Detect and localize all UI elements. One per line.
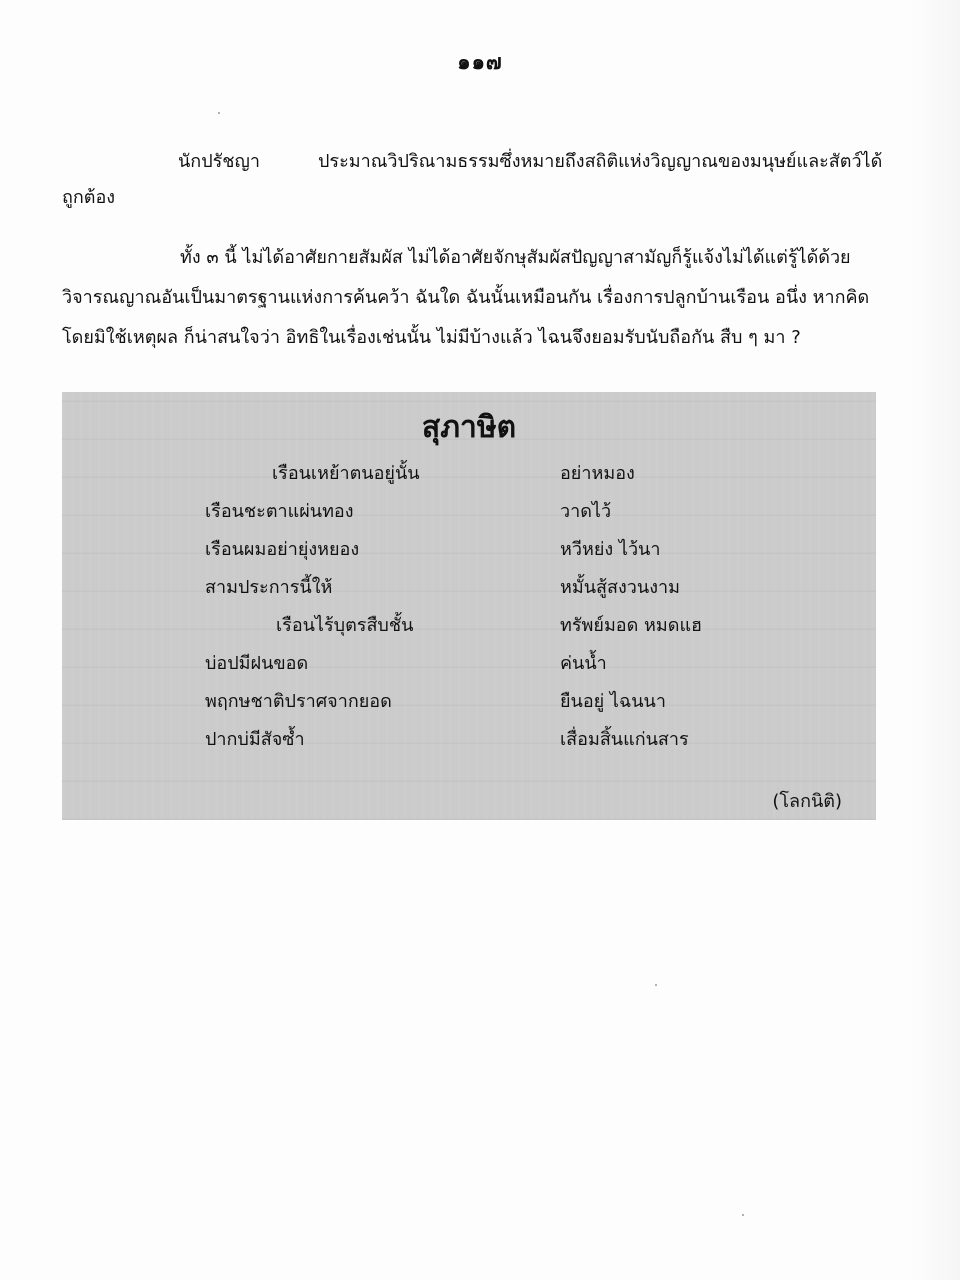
poem-title: สุภาษิต — [421, 410, 517, 445]
definition-term: นักปรัชญา — [178, 151, 260, 172]
paragraph-line: วิจารณญาณอันเป็นมาตรฐานแห่งการค้นคว้า ฉันใด ฉันนั้นเหมือนกัน เรื่องการปลูกบ้านเรือน อนึ่ง หากคิด — [62, 287, 870, 308]
definition-continuation: ถูกต้อง — [62, 187, 116, 208]
scan-speck — [742, 1214, 744, 1216]
poem-line-left: เรือนผมอย่ายุ่งหยอง — [205, 539, 360, 560]
poem-line-left: เรือนไร้บุตรสืบชั้น — [276, 615, 414, 636]
poem-line-right: ค่นน้ำ — [560, 653, 607, 674]
poem-line-right: ทรัพย์มอด หมดแฮ — [560, 615, 703, 636]
poem-line-left: สามประการนี้ให้ — [205, 577, 333, 598]
poem-line-left: เรือนเหย้าตนอยู่นั้น — [272, 463, 420, 484]
poem-line-right: หมั้นสู้สงวนงาม — [560, 577, 680, 598]
poem-line-left: ปากบ่มีสัจซ้ำ — [205, 729, 305, 750]
poem-line-right: ยืนอยู่ ไฉนนา — [560, 691, 666, 712]
proverb-poem-box — [62, 392, 876, 820]
scan-speck — [655, 984, 657, 986]
scan-speck — [218, 112, 220, 114]
page-number: ๑๑๗ — [457, 50, 503, 74]
poem-source: (โลกนิติ) — [772, 791, 842, 812]
poem-line-left: พฤกษชาติปราศจากยอด — [205, 691, 392, 712]
poem-line-left: เรือนชะตาแผ่นทอง — [205, 501, 354, 522]
poem-line-right: หวีหย่ง ไว้นา — [560, 539, 661, 560]
poem-line-right: วาดไว้ — [560, 501, 612, 522]
poem-line-right: เสื่อมสิ้นแก่นสาร — [560, 729, 689, 750]
poem-line-right: อย่าหมอง — [560, 463, 635, 484]
paragraph-line: โดยมิใช้เหตุผล ก็น่าสนใจว่า อิทธิในเรื่องเช่นนั้น ไม่มีบ้างแล้ว ไฉนจึงยอมรับนับถือกัน สืบ ๆ มา ? — [62, 327, 801, 348]
scan-shadow-edge — [908, 0, 960, 1280]
paragraph-line: ทั้ง ๓ นี้ ไม่ได้อาศัยกายสัมผัส ไม่ได้อาศัยจักษุสัมผัสปัญญาสามัญก็รู้แจ้งไม่ได้แต่รู้ได้ด้วย — [180, 247, 851, 268]
poem-line-left: บ่อปมีฝนขอด — [205, 653, 309, 674]
definition-text: ประมาณวิปริณามธรรมซึ่งหมายถึงสถิติแห่งวิญญาณของมนุษย์และสัตว์ได้ — [318, 151, 883, 172]
